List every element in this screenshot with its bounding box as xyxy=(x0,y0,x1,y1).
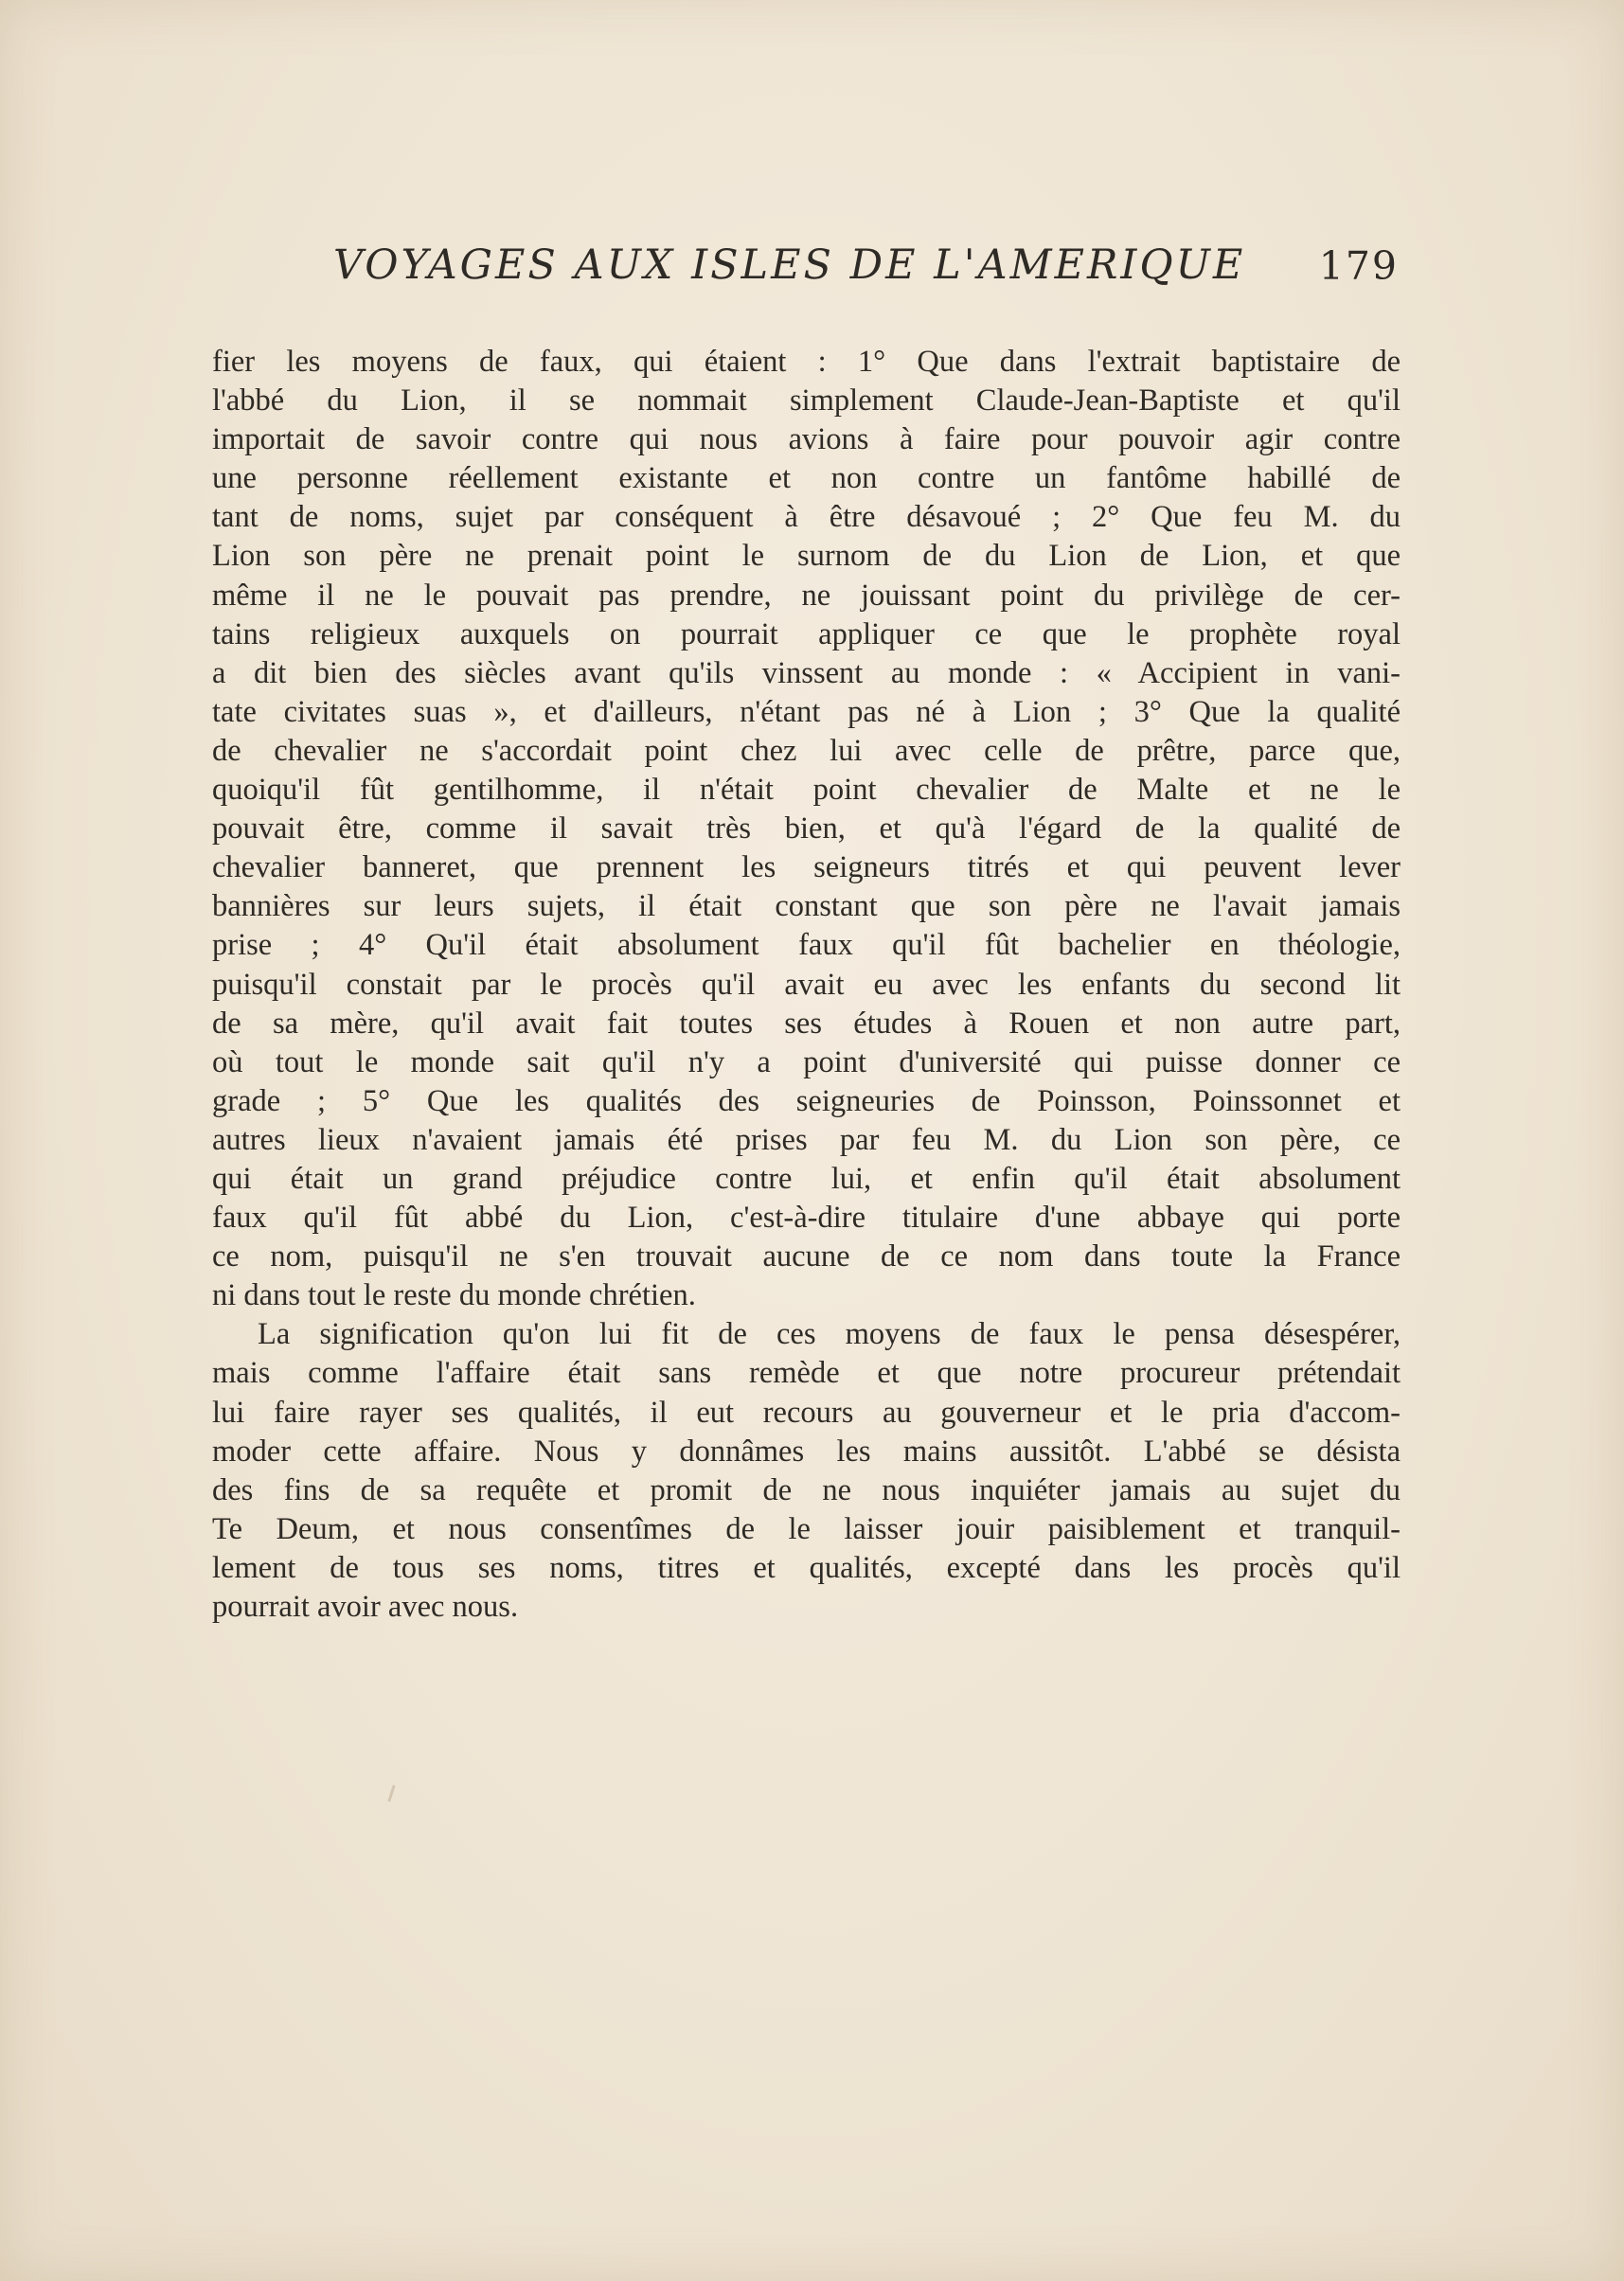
text-line: des fins de sa requête et promit de ne nous inquiéter jamais au sujet du xyxy=(212,1472,1401,1507)
text-line: importait de savoir contre qui nous avions à faire pour pouvoir agir contre xyxy=(212,422,1401,457)
text-line: La signification qu'on lui fit de ces moyens de faux le pensa désespérer, xyxy=(258,1317,1401,1352)
text-line: Lion son père ne prenait point le surnom de du Lion de Lion, et que xyxy=(212,539,1401,574)
text-line: de sa mère, qu'il avait fait toutes ses études à Rouen et non autre part, xyxy=(212,1006,1401,1041)
text-line: même il ne le pouvait pas prendre, ne jouissant point du privilège de cer- xyxy=(212,578,1401,613)
text-line: mais comme l'affaire était sans remède et que notre procureur prétendait xyxy=(212,1356,1401,1391)
text-line: pouvait être, comme il savait très bien, et qu'à l'égard de la qualité de xyxy=(212,811,1401,846)
running-title: VOYAGES AUX ISLES DE L'AMERIQUE xyxy=(333,241,1246,289)
paragraph-1 xyxy=(212,343,1401,1315)
page-number: 179 xyxy=(1318,243,1399,289)
text-line: fier les moyens de faux, qui étaient : 1° Que dans l'extrait baptistaire de xyxy=(212,345,1401,379)
text-line: faux qu'il fût abbé du Lion, c'est-à-dire titulaire d'une abbaye qui porte xyxy=(212,1201,1401,1236)
text-line: Te Deum, et nous consentîmes de le laisser jouir paisiblement et tranquil- xyxy=(212,1511,1401,1546)
text-line: a dit bien des siècles avant qu'ils vinssent au monde : « Accipient in vani- xyxy=(212,655,1401,690)
text-line: lement de tous ses noms, titres et qualités, excepté dans les procès qu'il xyxy=(212,1550,1401,1585)
paragraph-2 xyxy=(212,1315,1401,1627)
text-line: quoiqu'il fût gentilhomme, il n'était point chevalier de Malte et ne le xyxy=(212,773,1401,808)
text-line: lui faire rayer ses qualités, il eut recours au gouverneur et le pria d'accom- xyxy=(212,1395,1401,1430)
text-line: prise ; 4° Qu'il était absolument faux qu'il fût bachelier en théologie, xyxy=(212,928,1401,963)
text-line: ce nom, puisqu'il ne s'en trouvait aucune de ce nom dans toute la France xyxy=(212,1239,1401,1274)
text-line: l'abbé du Lion, il se nommait simplement Claude-Jean-Baptiste et qu'il xyxy=(212,383,1401,419)
text-line: autres lieux n'avaient jamais été prises par feu M. du Lion son père, ce xyxy=(212,1122,1401,1157)
body-text xyxy=(212,343,1401,1627)
page-header xyxy=(333,241,1399,308)
text-line: bannières sur leurs sujets, il était constant que son père ne l'avait jamais xyxy=(212,889,1401,924)
paper-speck xyxy=(387,1785,395,1802)
text-line: tains religieux auxquels on pourrait appliquer ce que le prophète royal xyxy=(212,616,1401,651)
text-line: grade ; 5° Que les qualités des seigneuries de Poinsson, Poinssonnet et xyxy=(212,1083,1401,1118)
text-line: pourrait avoir avec nous. xyxy=(212,1590,519,1624)
text-line: où tout le monde sait qu'il n'y a point d'université qui puisse donner ce xyxy=(212,1044,1401,1079)
text-line: moder cette affaire. Nous y donnâmes les mains aussitôt. L'abbé se désista xyxy=(212,1434,1401,1469)
text-line: puisqu'il constait par le procès qu'il avait eu avec les enfants du second lit xyxy=(212,967,1401,1002)
text-line: tant de noms, sujet par conséquent à être désavoué ; 2° Que feu M. du xyxy=(212,500,1401,535)
text-line: ni dans tout le reste du monde chrétien. xyxy=(212,1278,696,1313)
text-line: de chevalier ne s'accordait point chez lui avec celle de prêtre, parce que, xyxy=(212,733,1401,768)
text-line: une personne réellement existante et non contre un fantôme habillé de xyxy=(212,461,1401,496)
text-line: tate civitates suas », et d'ailleurs, n'étant pas né à Lion ; 3° Que la qualité xyxy=(212,694,1401,729)
text-line: chevalier banneret, que prennent les seigneurs titrés et qui peuvent lever xyxy=(212,850,1401,885)
text-line: qui était un grand préjudice contre lui, et enfin qu'il était absolument xyxy=(212,1161,1401,1196)
